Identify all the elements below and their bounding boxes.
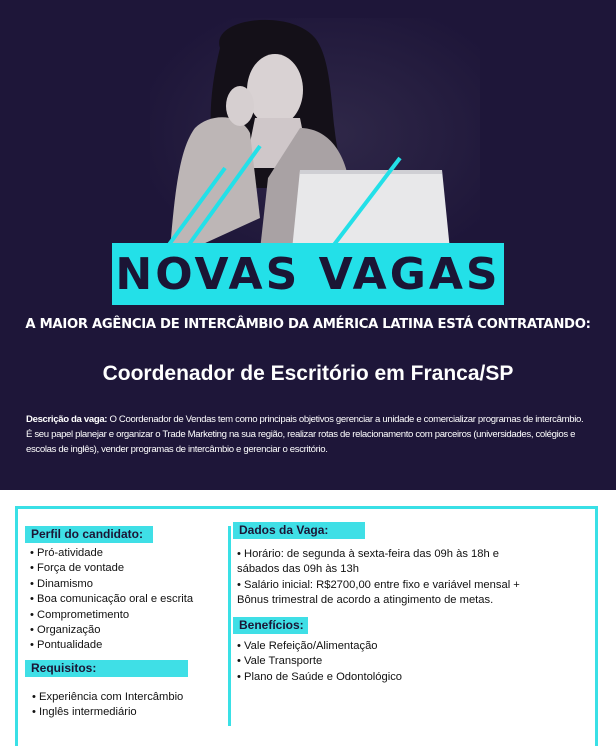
list-item: • Boa comunicação oral e escrita bbox=[30, 593, 194, 606]
description-text: O Coordenador de Vendas tem como principais objetivos gerenciar a unidade e comercializar programas de intercâmbio. É seu papel planejar e organizar o Trade Marketing na sua região, realizar rotas de relacionamento com parceiros (universidades, colégios e escolas de inglês), vender programas de intercâmbio e gerenciar o escritório. bbox=[26, 414, 584, 455]
requisitos-heading: Requisitos: bbox=[25, 660, 188, 677]
perfil-list bbox=[30, 546, 193, 654]
new-vacancies-banner bbox=[112, 243, 504, 305]
list-item: • Comprometimento bbox=[30, 608, 130, 621]
beneficios-heading: Benefícios: bbox=[233, 617, 308, 634]
column-divider bbox=[228, 526, 231, 726]
list-item: • Pontualidade bbox=[30, 639, 103, 652]
list-item: • Dinamismo bbox=[30, 577, 93, 590]
description-label: Descrição da vaga: bbox=[26, 414, 108, 425]
perfil-heading: Perfil do candidato: bbox=[25, 526, 153, 543]
banner-title: NOVAS VAGAS bbox=[115, 248, 501, 300]
list-item: • Experiência com Intercâmbio bbox=[32, 691, 184, 703]
list-item: • Pró-atividade bbox=[30, 547, 103, 559]
agency-subtitle: A MAIOR AGÊNCIA DE INTERCÂMBIO DA AMÉRICA LATINA ESTÁ CONTRATANDO: bbox=[25, 317, 591, 332]
list-item: • Organização bbox=[30, 623, 101, 636]
woman-with-laptop-image bbox=[150, 18, 480, 250]
list-item: • Vale Refeição/Alimentação bbox=[237, 640, 378, 652]
schedule-text: • Horário: de segunda à sexta-feira das 09h às 18h e sábados das 09h às 13h bbox=[237, 548, 500, 576]
list-item: • Inglês intermediário bbox=[32, 706, 137, 719]
job-title: Coordenador de Escritório em Franca/SP bbox=[102, 362, 514, 385]
job-description bbox=[26, 412, 591, 457]
salary-text: • Salário inicial: R$2700,00 entre fixo e variável mensal + Bônus trimestral de acordo a atingimento de metas. bbox=[237, 579, 520, 607]
beneficios-list bbox=[237, 639, 402, 685]
list-item: • Força de vontade bbox=[30, 562, 125, 575]
list-item: • Vale Transporte bbox=[237, 655, 323, 668]
dados-heading: Dados da Vaga: bbox=[233, 522, 365, 539]
list-item: • Plano de Saúde e Odontológico bbox=[237, 670, 403, 683]
requisitos-list bbox=[32, 690, 183, 721]
